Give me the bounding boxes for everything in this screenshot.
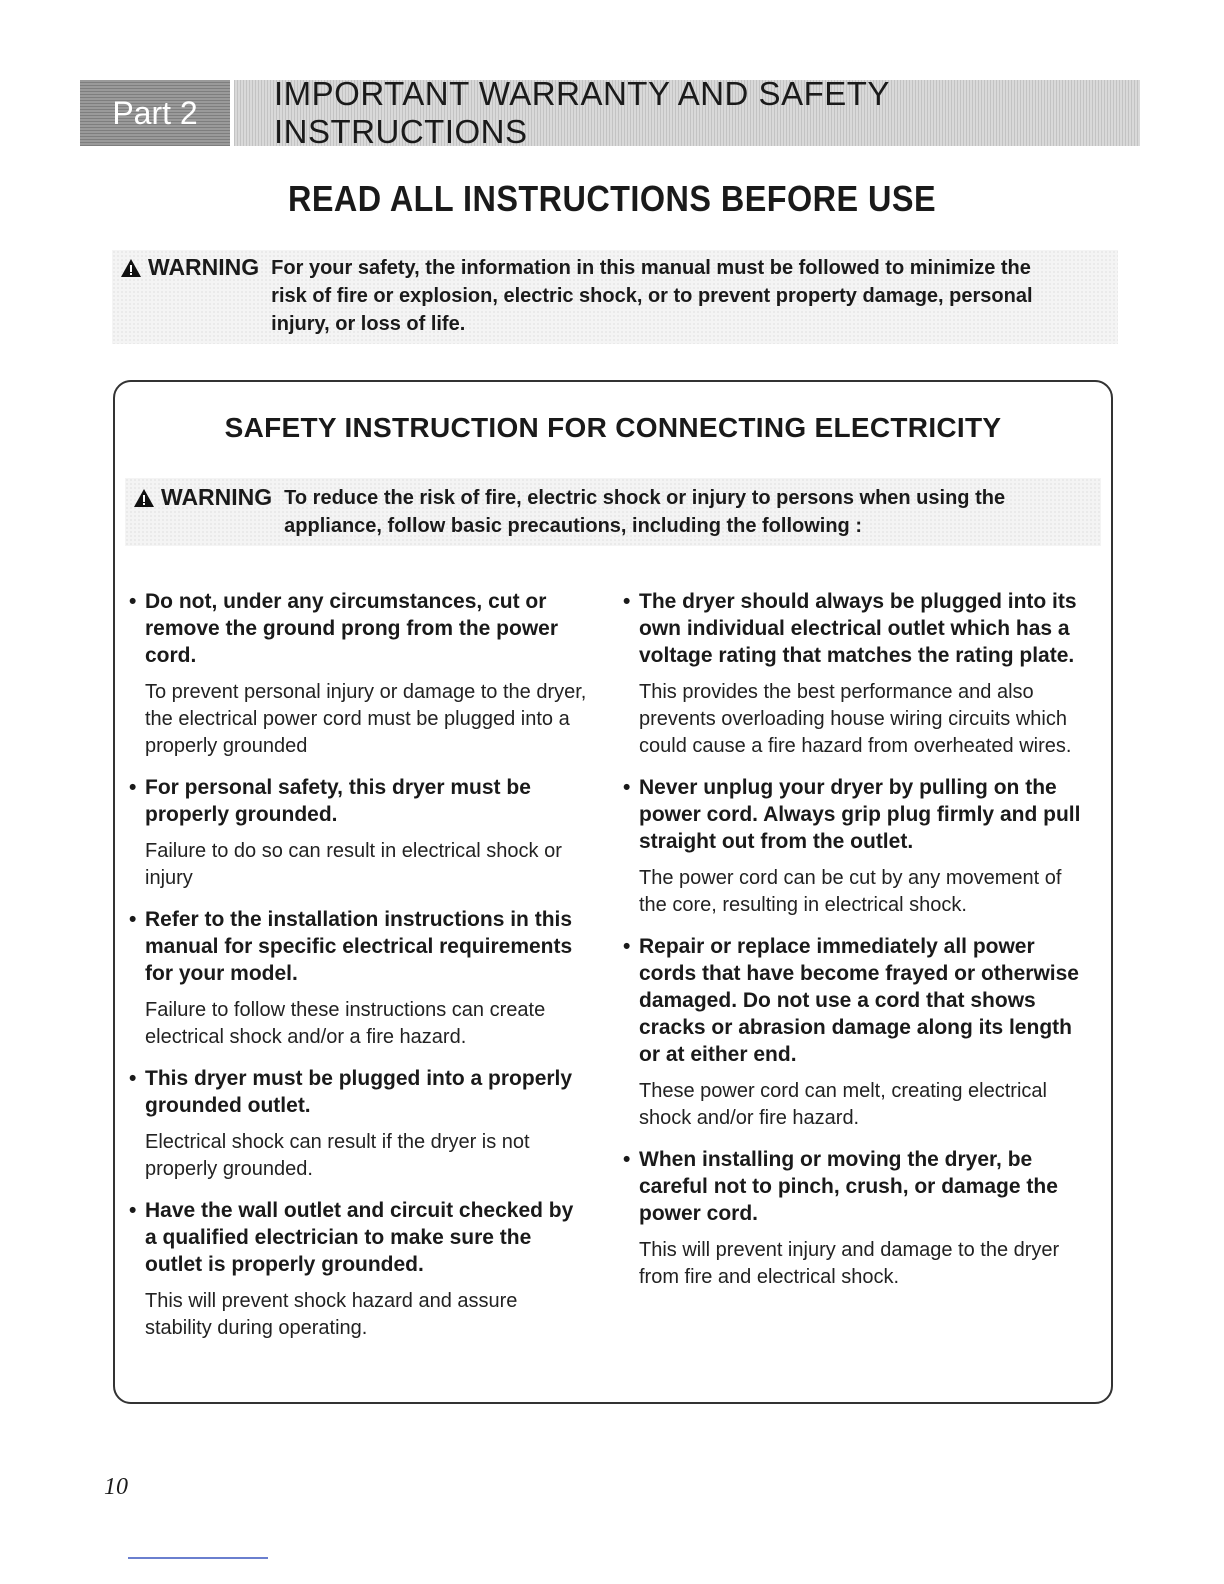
item-body: Failure to do so can result in electrical shock or injury (145, 840, 562, 889)
box-warning (125, 478, 1101, 546)
electric-safety-box (113, 380, 1113, 1404)
part-title: IMPORTANT WARRANTY AND SAFETY INSTRUCTIONS (234, 80, 1140, 146)
right-column (621, 588, 1091, 1305)
item-heading: • The dryer should always be plugged into its own individual electrical outlet which has a voltage rating that matches the rating plate. (623, 590, 1077, 667)
item-body: These power cord can melt, creating electrical shock and/or fire hazard. (639, 1080, 1047, 1129)
item-heading: • Have the wall outlet and circuit checked by a qualified electrician to make sure the outlet is properly grounded. (129, 1199, 574, 1276)
warning-triangle-icon (133, 488, 155, 508)
item-body: This provides the best performance and also prevents overloading house wiring circuits which could cause a fire hazard from overheated wires. (639, 681, 1072, 757)
list-item (127, 906, 587, 1051)
list-item (127, 774, 587, 892)
warning-label-text: WARNING (148, 254, 260, 280)
warning-triangle-icon (120, 258, 142, 278)
item-heading: • When installing or moving the dryer, be careful not to pinch, crush, or damage the power cord. (623, 1148, 1058, 1225)
item-heading: • Repair or replace immediately all power cords that have become frayed or otherwise damaged. Do not use a cord that shows cracks or abrasion damage along its length or at either end. (623, 935, 1079, 1066)
item-heading: • This dryer must be plugged into a properly grounded outlet. (129, 1067, 573, 1117)
item-body: This will prevent injury and damage to the dryer from fire and electrical shock. (639, 1239, 1060, 1288)
part-label: Part 2 (80, 80, 234, 146)
list-item (127, 1065, 587, 1183)
warning-label (133, 484, 272, 511)
list-item (621, 1146, 1091, 1291)
list-item (621, 774, 1091, 919)
box-heading: SAFETY INSTRUCTION FOR CONNECTING ELECTRICITY (224, 412, 1002, 443)
list-item (127, 1197, 587, 1342)
item-body: To prevent personal injury or damage to the dryer, the electrical power cord must be plugged into a properly grounded (145, 681, 587, 757)
item-heading: • For personal safety, this dryer must be properly grounded. (129, 776, 531, 826)
item-body: This will prevent shock hazard and assure stability during operating. (145, 1290, 518, 1339)
list-item (127, 588, 587, 760)
part-banner (80, 75, 1140, 150)
item-body: The power cord can be cut by any movement of the core, resulting in electrical shock. (639, 867, 1062, 916)
warning-label-text: WARNING (161, 484, 273, 510)
list-item (621, 933, 1091, 1132)
warning-text: To reduce the risk of fire, electric shock or injury to persons when using the appliance, follow basic precautions, including the following : (284, 487, 1006, 537)
item-heading: • Never unplug your dryer by pulling on the power cord. Always grip plug firmly and pull straight out from the outlet. (623, 776, 1081, 853)
list-item (621, 588, 1091, 760)
item-body: Failure to follow these instructions can create electrical shock and/or a fire hazard. (145, 999, 546, 1048)
page-title: READ ALL INSTRUCTIONS BEFORE USE (287, 178, 937, 219)
warning-text: For your safety, the information in this manual must be followed to minimize the risk of fire or explosion, electric shock, or to prevent property damage, personal injury, or loss of life. (271, 257, 1033, 335)
warning-label (120, 254, 259, 281)
page-number: 10 (104, 1474, 128, 1500)
item-heading: • Refer to the installation instructions in this manual for specific electrical requirements for your model. (129, 908, 573, 985)
top-warning (112, 250, 1118, 344)
item-body: Electrical shock can result if the dryer is not properly grounded. (145, 1131, 530, 1180)
left-column (127, 588, 587, 1356)
item-heading: • Do not, under any circumstances, cut or remove the ground prong from the power cord. (129, 590, 559, 667)
footer-rule (128, 1557, 268, 1559)
